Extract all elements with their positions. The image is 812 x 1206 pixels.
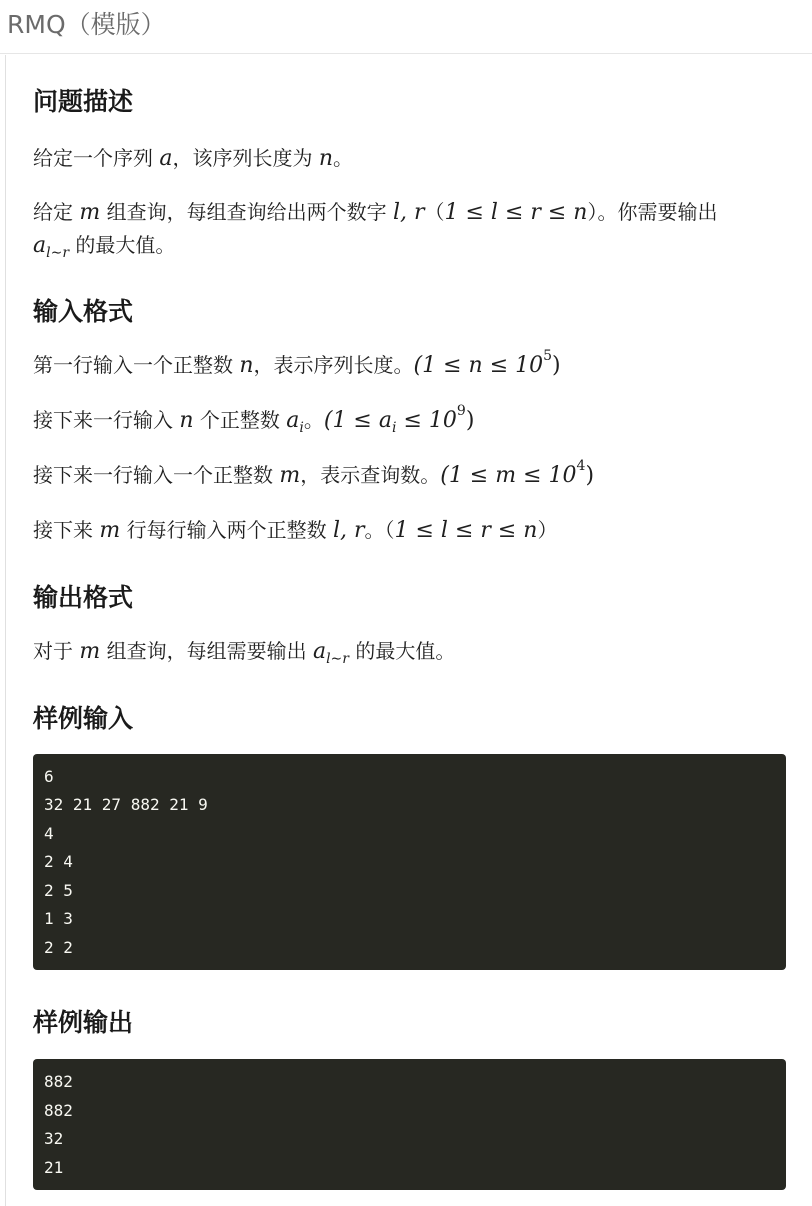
code-line: 2 4 — [44, 852, 73, 871]
math-var: a — [159, 146, 173, 171]
text: （ — [424, 200, 445, 224]
text: ）。你需要输出 — [587, 200, 718, 224]
input-line-4 — [33, 514, 557, 543]
problem-line-3 — [33, 229, 175, 261]
page-title: RMQ（模版） — [7, 10, 166, 39]
math-var: n — [318, 146, 334, 171]
text: 接下来 — [33, 518, 100, 542]
text: 。（ — [364, 518, 395, 542]
text: 第一行输入一个正整数 — [33, 353, 240, 377]
code-line: 882 — [44, 1101, 73, 1120]
math-var: n — [239, 353, 254, 378]
math-subscript: l∼r — [46, 245, 70, 261]
math-superscript: 9 — [456, 403, 466, 420]
math-expr: (1 ≤ a — [323, 408, 392, 433]
math-expr: 1 ≤ l ≤ r ≤ n — [444, 200, 588, 225]
problem-line-1 — [33, 142, 353, 171]
text: 给定 — [33, 200, 80, 224]
text: 的最大值。 — [69, 233, 176, 257]
left-rule — [5, 55, 6, 1206]
input-line-2 — [33, 404, 474, 436]
code-line: 32 — [44, 1129, 64, 1148]
text: 接下来一行输入 — [33, 408, 180, 432]
math-var: l, r — [392, 200, 425, 225]
math-subscript: i — [391, 420, 397, 436]
code-line: 4 — [44, 824, 54, 843]
text: 对于 — [33, 639, 80, 663]
math-expr: (1 ≤ m ≤ 10 — [440, 463, 577, 488]
code-line: 2 5 — [44, 881, 73, 900]
text: 组查询，每组查询给出两个数字 — [100, 200, 393, 224]
math-var: m — [99, 518, 121, 543]
text: ，该序列长度为 — [172, 146, 319, 170]
code-line: 882 — [44, 1072, 73, 1091]
code-line: 6 — [44, 767, 54, 786]
input-line-1 — [33, 349, 561, 378]
problem-content — [0, 55, 812, 1206]
input-heading: 输入格式 — [33, 297, 134, 326]
text: 给定一个序列 — [33, 146, 160, 170]
sample-output-code-block — [33, 1059, 786, 1190]
sample-input-code-block — [33, 754, 786, 970]
sample-output-heading: 样例输出 — [33, 1008, 134, 1037]
math-expr: (1 ≤ n ≤ 10 — [413, 353, 544, 378]
math-subscript: l∼r — [326, 651, 349, 667]
problem-line-2 — [33, 196, 717, 225]
code-line: 21 — [44, 1158, 64, 1177]
code-line: 2 2 — [44, 938, 73, 957]
text: ，表示序列长度。 — [253, 353, 414, 377]
math-subscript: i — [299, 420, 304, 436]
text: ，表示查询数。 — [300, 463, 441, 487]
title-bar — [0, 0, 812, 54]
math-var: a — [312, 639, 327, 664]
math-expr: ≤ 10 — [396, 408, 457, 433]
text: 个正整数 — [193, 408, 287, 432]
output-line-1 — [33, 635, 455, 667]
input-line-3 — [33, 459, 594, 488]
sample-input-heading: 样例输入 — [33, 704, 134, 733]
math-var: a — [33, 233, 47, 258]
math-superscript: 5 — [543, 348, 553, 365]
text: 的最大值。 — [348, 639, 456, 663]
math-var: l, r — [332, 518, 365, 543]
text: 。 — [333, 146, 354, 170]
problem-heading: 问题描述 — [33, 87, 134, 116]
math-var: n — [179, 408, 194, 433]
math-paren: ) — [585, 463, 595, 488]
text: ） — [537, 518, 558, 542]
math-var: m — [79, 200, 101, 225]
text: 。 — [303, 408, 324, 432]
math-var: m — [279, 463, 301, 488]
math-var: m — [79, 639, 101, 664]
text: 行每行输入两个正整数 — [120, 518, 333, 542]
math-superscript: 4 — [576, 458, 586, 475]
math-expr: 1 ≤ l ≤ r ≤ n — [394, 518, 538, 543]
text: 组查询，每组需要输出 — [100, 639, 313, 663]
code-line: 32 21 27 882 21 9 — [44, 795, 208, 814]
math-var: a — [286, 408, 300, 433]
math-paren: ) — [552, 353, 561, 378]
output-heading: 输出格式 — [33, 583, 134, 612]
code-line: 1 3 — [44, 909, 73, 928]
text: 接下来一行输入一个正整数 — [33, 463, 280, 487]
math-paren: ) — [465, 408, 475, 433]
